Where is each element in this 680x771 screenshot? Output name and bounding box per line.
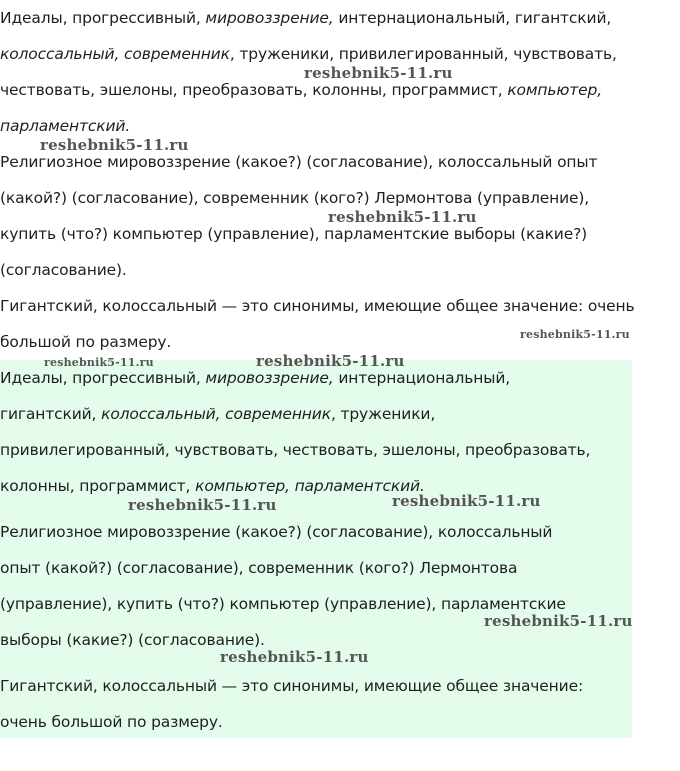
italic-text: парламентский. bbox=[0, 117, 131, 135]
text-line bbox=[0, 8, 611, 28]
text-line: Гигантский, колоссальный — это синонимы, имеющие общее значение: очень bbox=[0, 297, 635, 315]
text-line: (согласование). bbox=[0, 261, 127, 279]
italic-text: компьютер, bbox=[507, 81, 603, 99]
italic-text: колоссальный, современник bbox=[0, 45, 230, 63]
italic-text: компьютер, парламентский. bbox=[195, 477, 425, 495]
text-span: интернациональный, bbox=[333, 369, 511, 387]
text-span: интернациональный, гигантский, bbox=[333, 9, 612, 27]
text-span: Идеалы, прогрессивный, bbox=[0, 9, 206, 27]
text-span: , труженики, привилегированный, чувствовать, bbox=[229, 45, 617, 63]
answer-block-highlighted bbox=[0, 360, 632, 738]
text-line: Религиозное мировоззрение (какое?) (согласование), колоссальный bbox=[0, 523, 553, 541]
watermark-text: reshebnik5-11.ru bbox=[520, 328, 630, 341]
watermark-text: reshebnik5-11.ru bbox=[392, 492, 541, 510]
watermark-text: reshebnik5-11.ru bbox=[256, 352, 405, 370]
text-span: , труженики, bbox=[330, 405, 436, 423]
watermark-text: reshebnik5-11.ru bbox=[484, 612, 633, 630]
text-line: большой по размеру. bbox=[0, 333, 172, 351]
watermark-text: reshebnik5-11.ru bbox=[304, 64, 453, 82]
watermark-text: reshebnik5-11.ru bbox=[128, 496, 277, 514]
text-line bbox=[0, 80, 602, 100]
italic-text: колоссальный, современник bbox=[101, 405, 331, 423]
watermark-text: reshebnik5-11.ru bbox=[328, 208, 477, 226]
text-line: (управление), купить (что?) компьютер (управление), парламентские bbox=[0, 595, 566, 613]
text-line bbox=[0, 404, 435, 424]
text-line: опыт (какой?) (согласование), современник (кого?) Лермонтова bbox=[0, 559, 518, 577]
watermark-text: reshebnik5-11.ru bbox=[220, 648, 369, 666]
text-span: привилегированный, чувствовать, чествовать, эшелоны, преобразовать, bbox=[0, 441, 591, 459]
text-line: (какой?) (согласование), современник (кого?) Лермонтова (управление), bbox=[0, 189, 590, 207]
text-line bbox=[0, 368, 510, 388]
text-span: гигантский, bbox=[0, 405, 102, 423]
text-line: Религиозное мировоззрение (какое?) (согласование), колоссальный опыт bbox=[0, 153, 598, 171]
text-line bbox=[0, 116, 130, 136]
text-line bbox=[0, 440, 590, 460]
watermark-text: reshebnik5-11.ru bbox=[44, 356, 154, 369]
text-span: Идеалы, прогрессивный, bbox=[0, 369, 206, 387]
italic-text: мировоззрение, bbox=[205, 9, 334, 27]
text-line: купить (что?) компьютер (управление), парламентские выборы (какие?) bbox=[0, 225, 588, 243]
italic-text: мировоззрение, bbox=[205, 369, 334, 387]
text-line: очень большой по размеру. bbox=[0, 713, 223, 731]
text-span: колонны, программист, bbox=[0, 477, 196, 495]
text-span: чествовать, эшелоны, преобразовать, колонны, программист, bbox=[0, 81, 508, 99]
text-line: выборы (какие?) (согласование). bbox=[0, 631, 265, 649]
text-line bbox=[0, 476, 425, 496]
text-line: Гигантский, колоссальный — это синонимы, имеющие общее значение: bbox=[0, 677, 584, 695]
text-line bbox=[0, 44, 617, 64]
watermark-text: reshebnik5-11.ru bbox=[40, 136, 189, 154]
